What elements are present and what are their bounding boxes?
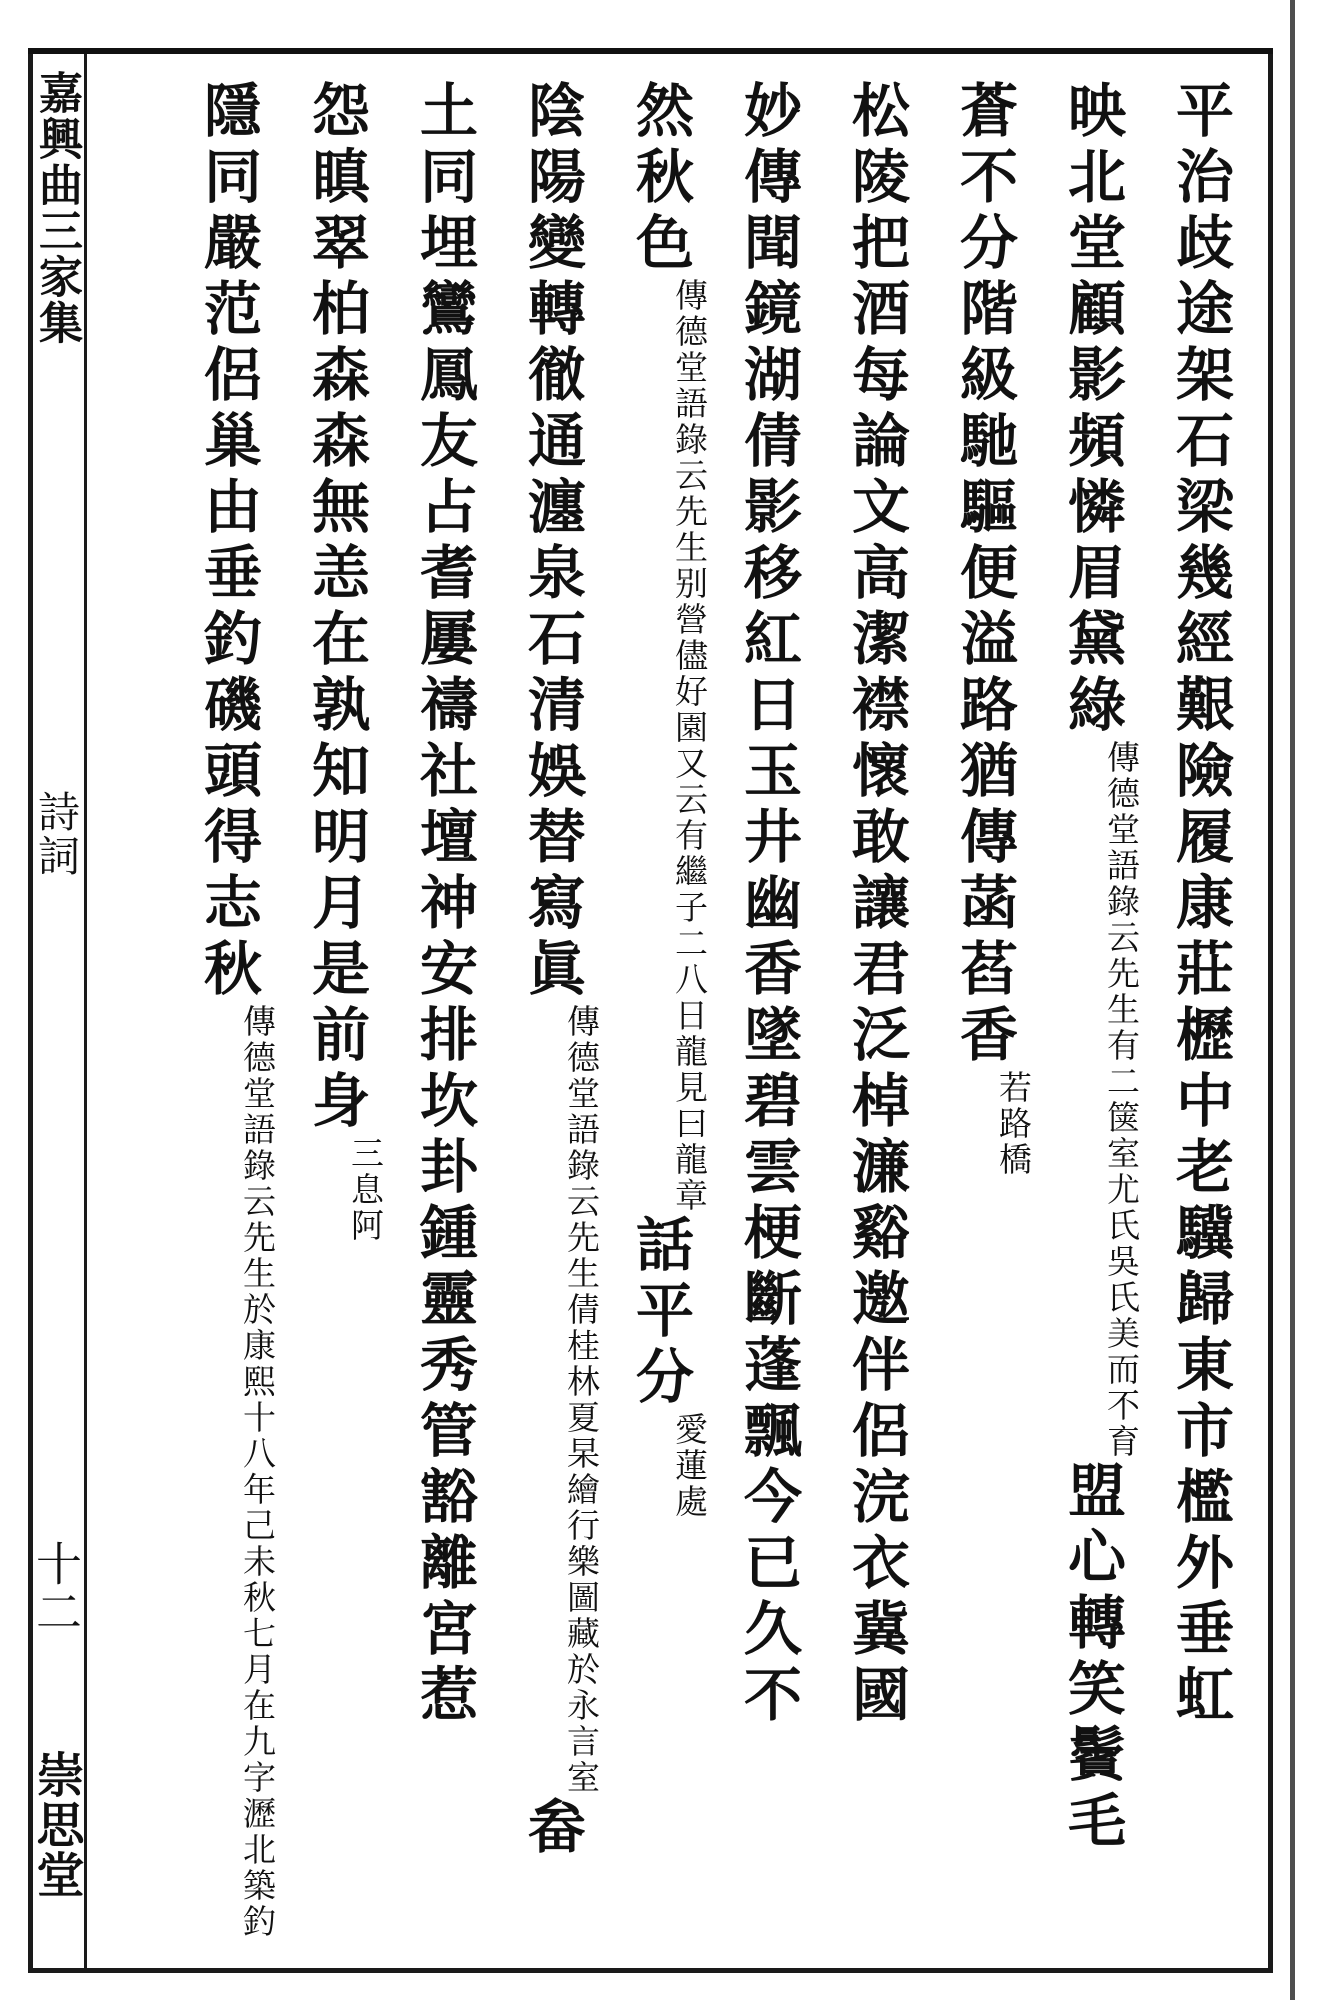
- verse-text: 平治歧途架石梁幾經艱險履康莊櫪中老驥歸東市檻外垂虹: [1166, 80, 1234, 1730]
- press-mark: 崇思堂: [28, 1750, 84, 1900]
- text-column: [612, 80, 708, 1960]
- verse-text: 土同埋鸞鳳友占耆屢禱社壇神安排坎卦鍾靈秀管豁離宮惹: [410, 80, 478, 1730]
- verse-text: 怨瞋翠柏森森無恙在孰知明月是前身: [302, 80, 370, 1136]
- verse-text: 蒼不分階級馳驅便溢路猶傳菡萏香: [950, 80, 1018, 1070]
- verse-text: 映北堂顧影頻憐眉黛綠: [1058, 80, 1126, 740]
- page-number: 十二: [29, 1540, 83, 1636]
- commentary-note: 愛蓮處: [670, 1412, 709, 1520]
- spine-rule: [84, 48, 87, 1973]
- running-head: [28, 70, 84, 1970]
- text-column: [1044, 80, 1140, 1960]
- text-column: [936, 80, 1032, 1960]
- verse-text: 話平分: [626, 1214, 694, 1412]
- text-column: [288, 80, 384, 1960]
- section-label: 詩詞: [32, 790, 81, 878]
- verse-text: 陰陽變轉徹通瀍泉石清娛替寫眞: [518, 80, 586, 1004]
- text-column: [1152, 80, 1248, 1960]
- text-column: [396, 80, 492, 1960]
- verse-text: 松陵把酒每論文高潔襟懷敢讓君泛棹濂谿邀伴侶浣衣冀國: [842, 80, 910, 1730]
- book-title: 嘉興曲三家集: [31, 70, 82, 346]
- text-column: [720, 80, 816, 1960]
- verse-text: 然秋色: [626, 80, 694, 278]
- commentary-note: 若路橋: [994, 1070, 1033, 1178]
- commentary-note: 傳德堂語錄云先生倩桂林夏杲繪行樂圖藏於永言室: [562, 1004, 601, 1796]
- commentary-note: 傳德堂語錄云先生有二箧室尤氏吳氏美而不育: [1102, 740, 1141, 1460]
- verse-text: 畚: [518, 1796, 586, 1862]
- text-column: [180, 80, 276, 1960]
- text-column: [504, 80, 600, 1960]
- verse-text: 隱同嚴范侶巢由垂釣磯頭得志秋: [194, 80, 262, 1004]
- commentary-note: 傳德堂語錄云先生於康熙十八年己未秋七月在九字瀝北築釣: [238, 1004, 277, 1940]
- commentary-note: 三息阿: [346, 1136, 385, 1244]
- text-area: [92, 80, 1262, 1960]
- top-rule: [28, 48, 1273, 54]
- verse-text: 妙傳聞鏡湖倩影移紅日玉井幽香墜碧雲梗斷蓬飄今已久不: [734, 80, 802, 1730]
- commentary-note: 傳德堂語錄云先生别營儘好園又云有繼子二八日龍見曰龍章: [670, 278, 709, 1214]
- text-column: [828, 80, 924, 1960]
- page-edge: [1290, 0, 1295, 2000]
- verse-text: 盟心轉笑鬢毛: [1058, 1460, 1126, 1856]
